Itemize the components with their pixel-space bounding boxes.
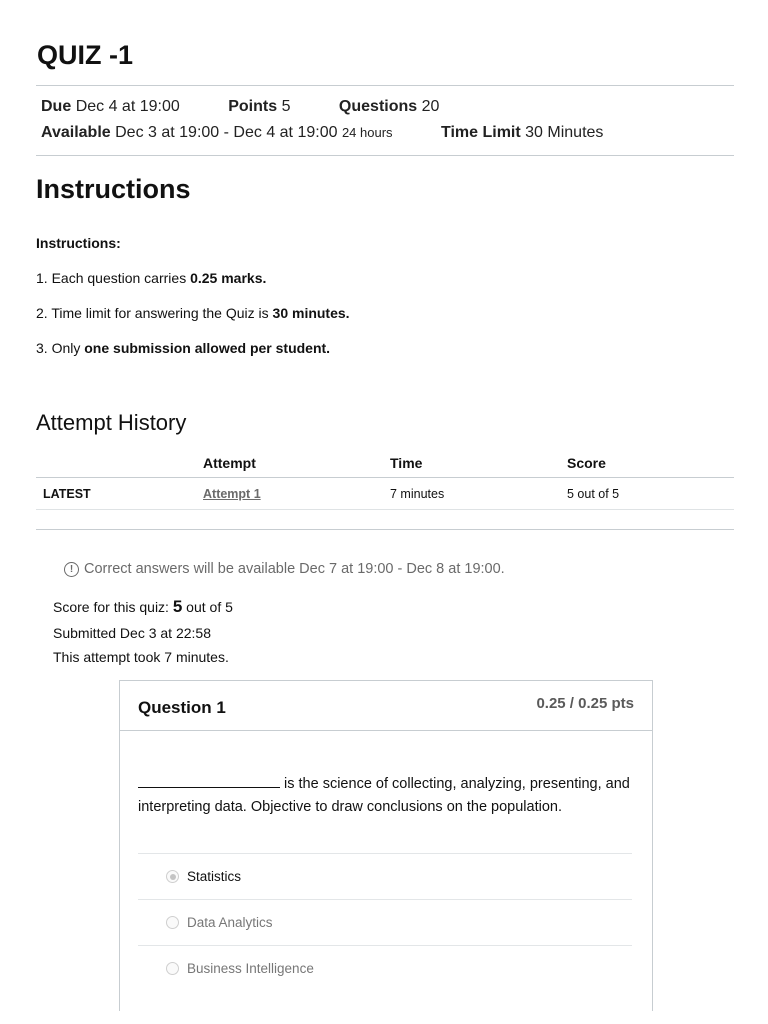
answer-option[interactable] <box>138 899 632 946</box>
available-value: Dec 3 at 19:00 - Dec 4 at 19:00 <box>115 124 338 141</box>
correct-answers-notice <box>64 561 505 577</box>
instruction-text: 1. Each question carries <box>36 270 191 286</box>
attempt-time: 7 minutes <box>390 487 445 501</box>
question-points: 0.25 / 0.25 pts <box>536 695 634 712</box>
column-header-attempt: Attempt <box>203 455 256 471</box>
points-value: 5 <box>281 98 291 115</box>
question-header <box>120 681 652 731</box>
instruction-text: 2. Time limit for answering the Quiz is <box>36 305 273 321</box>
question-text <box>138 773 638 819</box>
available-duration: 24 hours <box>341 125 393 140</box>
instruction-bold: one submission allowed per student. <box>84 340 331 356</box>
score-label: Score for this quiz: <box>53 599 173 615</box>
question-card <box>119 680 653 1011</box>
submitted-text: Submitted Dec 3 at 22:58 <box>53 625 211 641</box>
divider <box>36 155 734 156</box>
answer-label: Data Analytics <box>187 915 273 930</box>
attempt-history-heading: Attempt History <box>36 410 187 435</box>
column-header-time: Time <box>390 455 423 471</box>
attempt-duration-text: This attempt took 7 minutes. <box>53 649 229 665</box>
instruction-item <box>36 305 350 321</box>
answer-label: Statistics <box>187 869 242 884</box>
answer-option[interactable] <box>138 945 632 992</box>
questions-label: Questions <box>338 98 418 115</box>
time-limit-value: 30 Minutes <box>525 124 604 141</box>
time-limit-label: Time Limit <box>440 124 521 141</box>
due-label: Due <box>41 98 72 115</box>
instructions-subheading: Instructions: <box>36 235 121 251</box>
due-value: Dec 4 at 19:00 <box>75 98 180 115</box>
points-label: Points <box>228 98 278 115</box>
quiz-meta-row-2 <box>41 124 603 142</box>
score-value: 5 <box>172 597 183 616</box>
radio-button[interactable] <box>166 962 179 975</box>
column-header-score: Score <box>567 455 606 471</box>
questions-value: 20 <box>421 98 440 115</box>
instructions-heading: Instructions <box>36 174 191 204</box>
answer-label: Business Intelligence <box>187 961 314 976</box>
instruction-bold: 30 minutes. <box>272 305 350 321</box>
available-label: Available <box>41 124 111 141</box>
instruction-text: 3. Only <box>36 340 85 356</box>
attempt-score: 5 out of 5 <box>567 487 620 501</box>
attempt-link[interactable]: Attempt 1 <box>203 487 261 501</box>
radio-button[interactable] <box>166 916 179 929</box>
instruction-bold: 0.25 marks. <box>190 270 267 286</box>
fill-in-blank <box>138 773 280 788</box>
instruction-item <box>36 270 266 286</box>
answer-option[interactable] <box>138 853 632 900</box>
instruction-item <box>36 340 330 356</box>
score-suffix: out of 5 <box>182 599 233 615</box>
question-title: Question 1 <box>138 698 226 717</box>
quiz-score-line <box>53 597 233 617</box>
notice-text: Correct answers will be available Dec 7 at 19:00 - Dec 8 at 19:00. <box>84 561 505 577</box>
question-body: is the science of collecting, analyzing, presenting, and interpreting data. Objective to draw conclusions on the population. <box>138 776 630 815</box>
exclamation-circle-icon: ! <box>64 562 79 577</box>
table-divider <box>36 477 734 478</box>
divider <box>36 529 734 530</box>
radio-button-selected[interactable] <box>166 870 179 883</box>
table-divider <box>36 509 734 510</box>
page-title: QUIZ -1 <box>37 40 134 70</box>
divider <box>36 85 734 86</box>
quiz-meta-row-1 <box>41 98 439 116</box>
latest-label: LATEST <box>43 487 91 501</box>
